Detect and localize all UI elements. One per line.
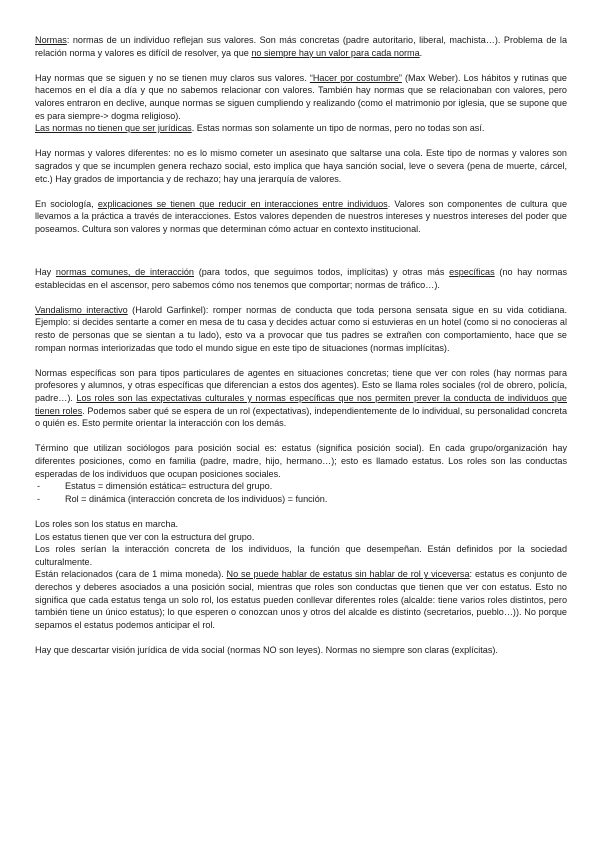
text: (Harold Garfinkel): romper normas de conducta que toda persona sensata sigue en su vida cotidiana. Ejemplo: si decides sentarte a comer en mesa de tu casa y decides actuar como si estuvieras en un hotel (como si no conocieras al resto de personas que se sientan a tu lado), esto va a provocar que tus padres se extrañen con comportamiento, hace que se rompan normas interiorizadas que todo el mundo sigue en este tipo de situaciones (normas implícitas).: [35, 304, 567, 353]
underlined-text: normas comunes, de interacción: [55, 267, 194, 278]
underlined-text: no siempre hay un valor para cada norma: [251, 47, 420, 58]
term-normas: Normas: [35, 35, 67, 45]
text: . Podemos saber qué se espera de un rol (expectativas), independientemente de lo individual, su personalidad concreta o quién es. Esto permite orientar la interacción con los demás.: [35, 405, 568, 429]
underlined-text: No se puede hablar de estatus sin hablar de rol y viceversa: [226, 569, 470, 580]
paragraph-normas: [35, 34, 567, 59]
paragraph-sociologia: [35, 198, 567, 236]
underlined-text: explicaciones se tienen que reducir en interacciones entre individuos: [97, 198, 388, 209]
paragraph-valores-diferentes: Hay normas y valores diferentes: no es lo mismo cometer un asesinato que saltarse una cola. Este tipo de normas y valores son sagrados y que se incumplen genera rechazo social, esto implica que haya sanción social, leve o severa (pena de muerte, cárcel, etc.) Hay grados de importancia y de rechazo; hay una jerarquía de valores.: [35, 148, 567, 184]
text: En sociología,: [35, 198, 98, 209]
text: (Max Weber). Los hábitos y rutinas que hacemos en el día a día y que no sabemos relacionar con valores. También hay normas que se relacionaban con valores, pero valores entraron en declive, aunque normas se siguen cumpliendo y realizando (como el matrimonio por iglesia, que se supone que es para siempre-> dogma religioso).: [35, 72, 567, 121]
paragraph-vision-juridica: Hay que descartar visión jurídica de vida social (normas NO son leyes). Normas no siempre son claras (explícitas).: [35, 644, 498, 655]
text: Están relacionados (cara de 1 mima moneda).: [35, 569, 227, 580]
line-estatus-estructura: Los estatus tienen que ver con la estructura del grupo.: [35, 531, 255, 542]
quote-hacer-por-costumbre: “Hacer por costumbre”: [309, 72, 402, 83]
estatus-rol-list: [35, 480, 567, 505]
text: .: [419, 47, 423, 58]
paragraph-vandalismo: [35, 304, 567, 354]
paragraph-roles: [35, 367, 567, 430]
text: (no hay normas establecidas en el ascensor, pero sabemos cómo nos tenemos que comportar; normas de tráfico…).: [35, 267, 567, 290]
text: : estatus es conjunto de derechos y deberes asociados a una posición social, mientras que roles son conductas que tienen que ver con estatus. Esto no significa que cada estatus tenga un solo rol, los estatus pueden conllevar diferentes roles (alcalde: tiene varios roles distintos, pero también tiene un único estatus); lo que esperen o conozcan unos y otros del alcalde es distinto (secretarios, pueblo…)). No porque sepamos el estatus podemos anticipar el rol.: [35, 569, 567, 630]
list-item: - Estatus = dimensión estática= estructura del grupo.: [35, 480, 567, 493]
text: . Estas normas son solamente un tipo de normas, pero no todas son así.: [191, 123, 485, 134]
line-roles-interaccion: Los roles serían la interacción concreta de los individuos, la función que desempeñan. Están definidos por la sociedad culturalmente.: [35, 544, 567, 567]
underlined-text: Los roles son las expectativas culturales y normas específicas que nos permiten prever la conducta de individuos que tienen roles: [35, 393, 567, 416]
text: Hay: [35, 267, 56, 278]
text: Hay normas que se siguen y no se tienen muy claros sus valores.: [35, 72, 310, 83]
paragraph-normas-comunes: [35, 266, 567, 291]
text: . Valores son componentes de cultura que llevamos a la práctica a través de interacciones. Estos valores dependen de nuestros intereses y nuestros intereses del poder que poseamos. Cultura son valores y normas que determinan cómo actuar en contexto institucional.: [35, 198, 567, 234]
text: : normas de un individuo reflejan sus valores. Son más concretas (padre autoritario, liberal, machista…). Problema de la relación norma y valores es difícil de resolver, ya que: [35, 35, 567, 58]
underlined-text: específicas: [449, 267, 495, 278]
underlined-text: Las normas no tienen que ser jurídicas: [35, 123, 192, 134]
line-roles-status: Los roles son los status en marcha.: [35, 518, 179, 529]
term-vandalismo: Vandalismo interactivo: [35, 304, 128, 315]
paragraph-costumbre: [35, 72, 567, 135]
list-item: - Rol = dinámica (interacción concreta de los individuos) = función.: [35, 493, 567, 506]
paragraph-relacionados: [35, 568, 567, 631]
paragraph-estatus: Término que utilizan sociólogos para posición social es: estatus (significa posición social). En cada grupo/organización hay diferentes posiciones, como en familia (padre, madre, hijo, hermano…); esto es llamado estatus. Los roles son las conductas esperadas de los individuos que ocupan posiciones sociales.: [35, 443, 567, 479]
text: (para todos, que seguimos todos, implícitas) y otras más: [193, 267, 450, 278]
text: Normas específicas son para tipos particulares de agentes en situaciones concretas; tiene que ver con roles (hay normas para profesores y alumnos, y otras específicas que diferencian a estos dos agentes). Esto se llama roles sociales (rol de obrero, policía, padre…).: [35, 367, 567, 404]
